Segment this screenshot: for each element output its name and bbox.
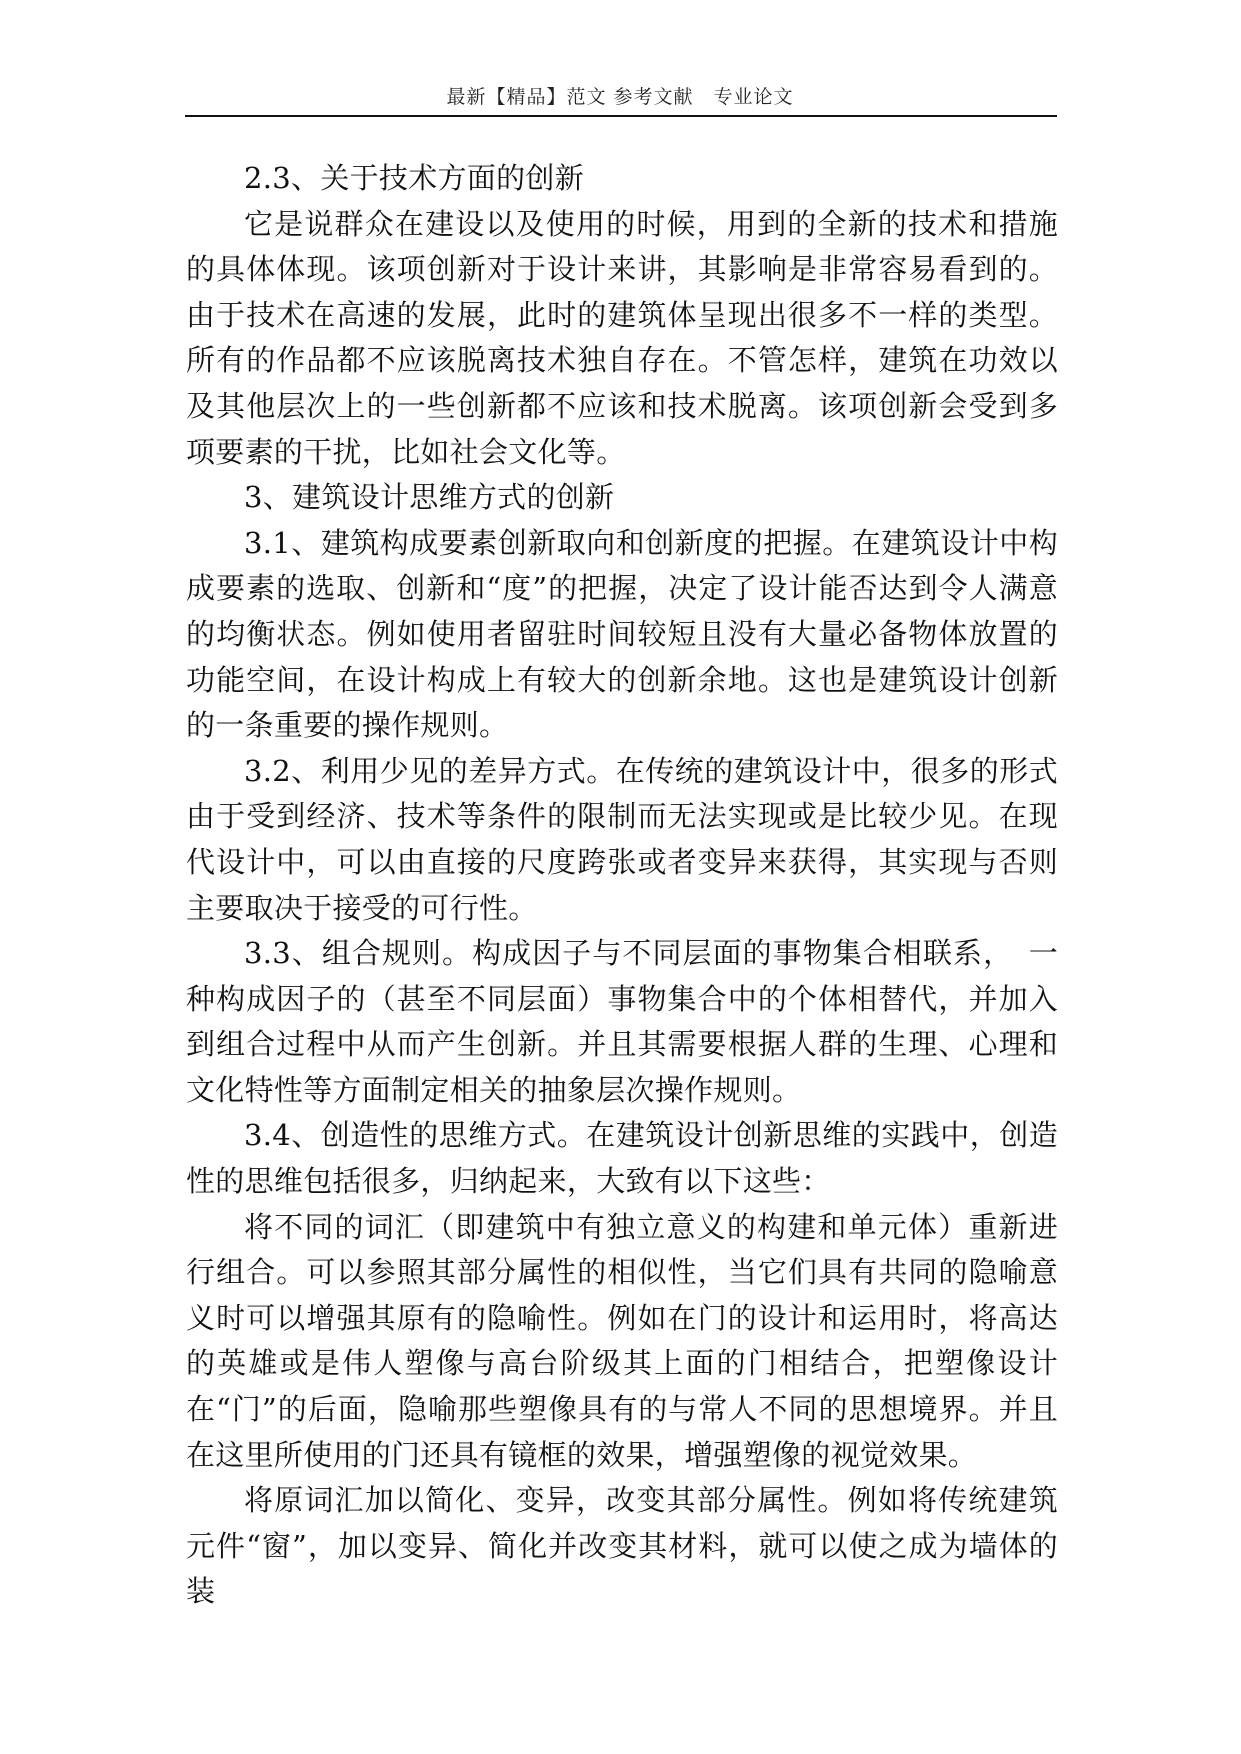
body-paragraph: 3.3、组合规则。构成因子与不同层面的事物集合相联系， 一种构成因子的（甚至不同层面）事物集合中的个体相替代，并加入到组合过程中从而产生创新。并且其需要根据人群的生理、心理和文化特性等方面制定相关的抽象层次操作规则。: [186, 936, 1058, 1107]
document-body: [186, 156, 1058, 1615]
body-paragraph: 将不同的词汇（即建筑中有独立意义的构建和单元体）重新进行组合。可以参照其部分属性的相似性，当它们具有共同的隐喻意义时可以增强其原有的隐喻性。例如在门的设计和运用时，将高达的英雄或是伟人塑像与高台阶级其上面的门相结合，把塑像设计在“门”的后面，隐喻那些塑像具有的与常人不同的思想境界。并且在这里所使用的门还具有镜框的效果，增强塑像的视觉效果。: [186, 1209, 1058, 1472]
section-heading-3: 3、建筑设计思维方式的创新: [244, 480, 615, 515]
header-divider: [185, 115, 1057, 117]
body-paragraph: 将原词汇加以简化、变异，改变其部分属性。例如将传统建筑元件“窗”，加以变异、简化并改变其材料，就可以使之成为墙体的装: [186, 1483, 1058, 1609]
body-paragraph: 3.2、利用少见的差异方式。在传统的建筑设计中，很多的形式由于受到经济、技术等条件的限制而无法实现或是比较少见。在现代设计中，可以由直接的尺度跨张或者变异来获得，其实现与否则主要取决于接受的可行性。: [186, 753, 1058, 925]
body-paragraph: 3.1、建筑构成要素创新取向和创新度的把握。在建筑设计中构成要素的选取、创新和“度”的把握，决定了设计能否达到令人满意的均衡状态。例如使用者留驻时间较短且没有大量必备物体放置的功能空间，在设计构成上有较大的创新余地。这也是建筑设计创新的一条重要的操作规则。: [186, 525, 1058, 743]
body-paragraph: 它是说群众在建设以及使用的时候，用到的全新的技术和措施的具体体现。该项创新对于设计来讲，其影响是非常容易看到的。由于技术在高速的发展，此时的建筑体呈现出很多不一样的类型。所有的作品都不应该脱离技术独自存在。不管怎样，建筑在功效以及其他层次上的一些创新都不应该和技术脱离。该项创新会受到多项要素的干扰，比如社会文化等。: [186, 206, 1058, 469]
section-heading-2-3: 2.3、关于技术方面的创新: [244, 161, 585, 195]
page-header: 最新【精品】范文 参考文献 专业论文: [446, 86, 794, 108]
body-paragraph: 3.4、创造性的思维方式。在建筑设计创新思维的实践中，创造性的思维包括很多，归纳起来，大致有以下这些：: [186, 1118, 1058, 1199]
